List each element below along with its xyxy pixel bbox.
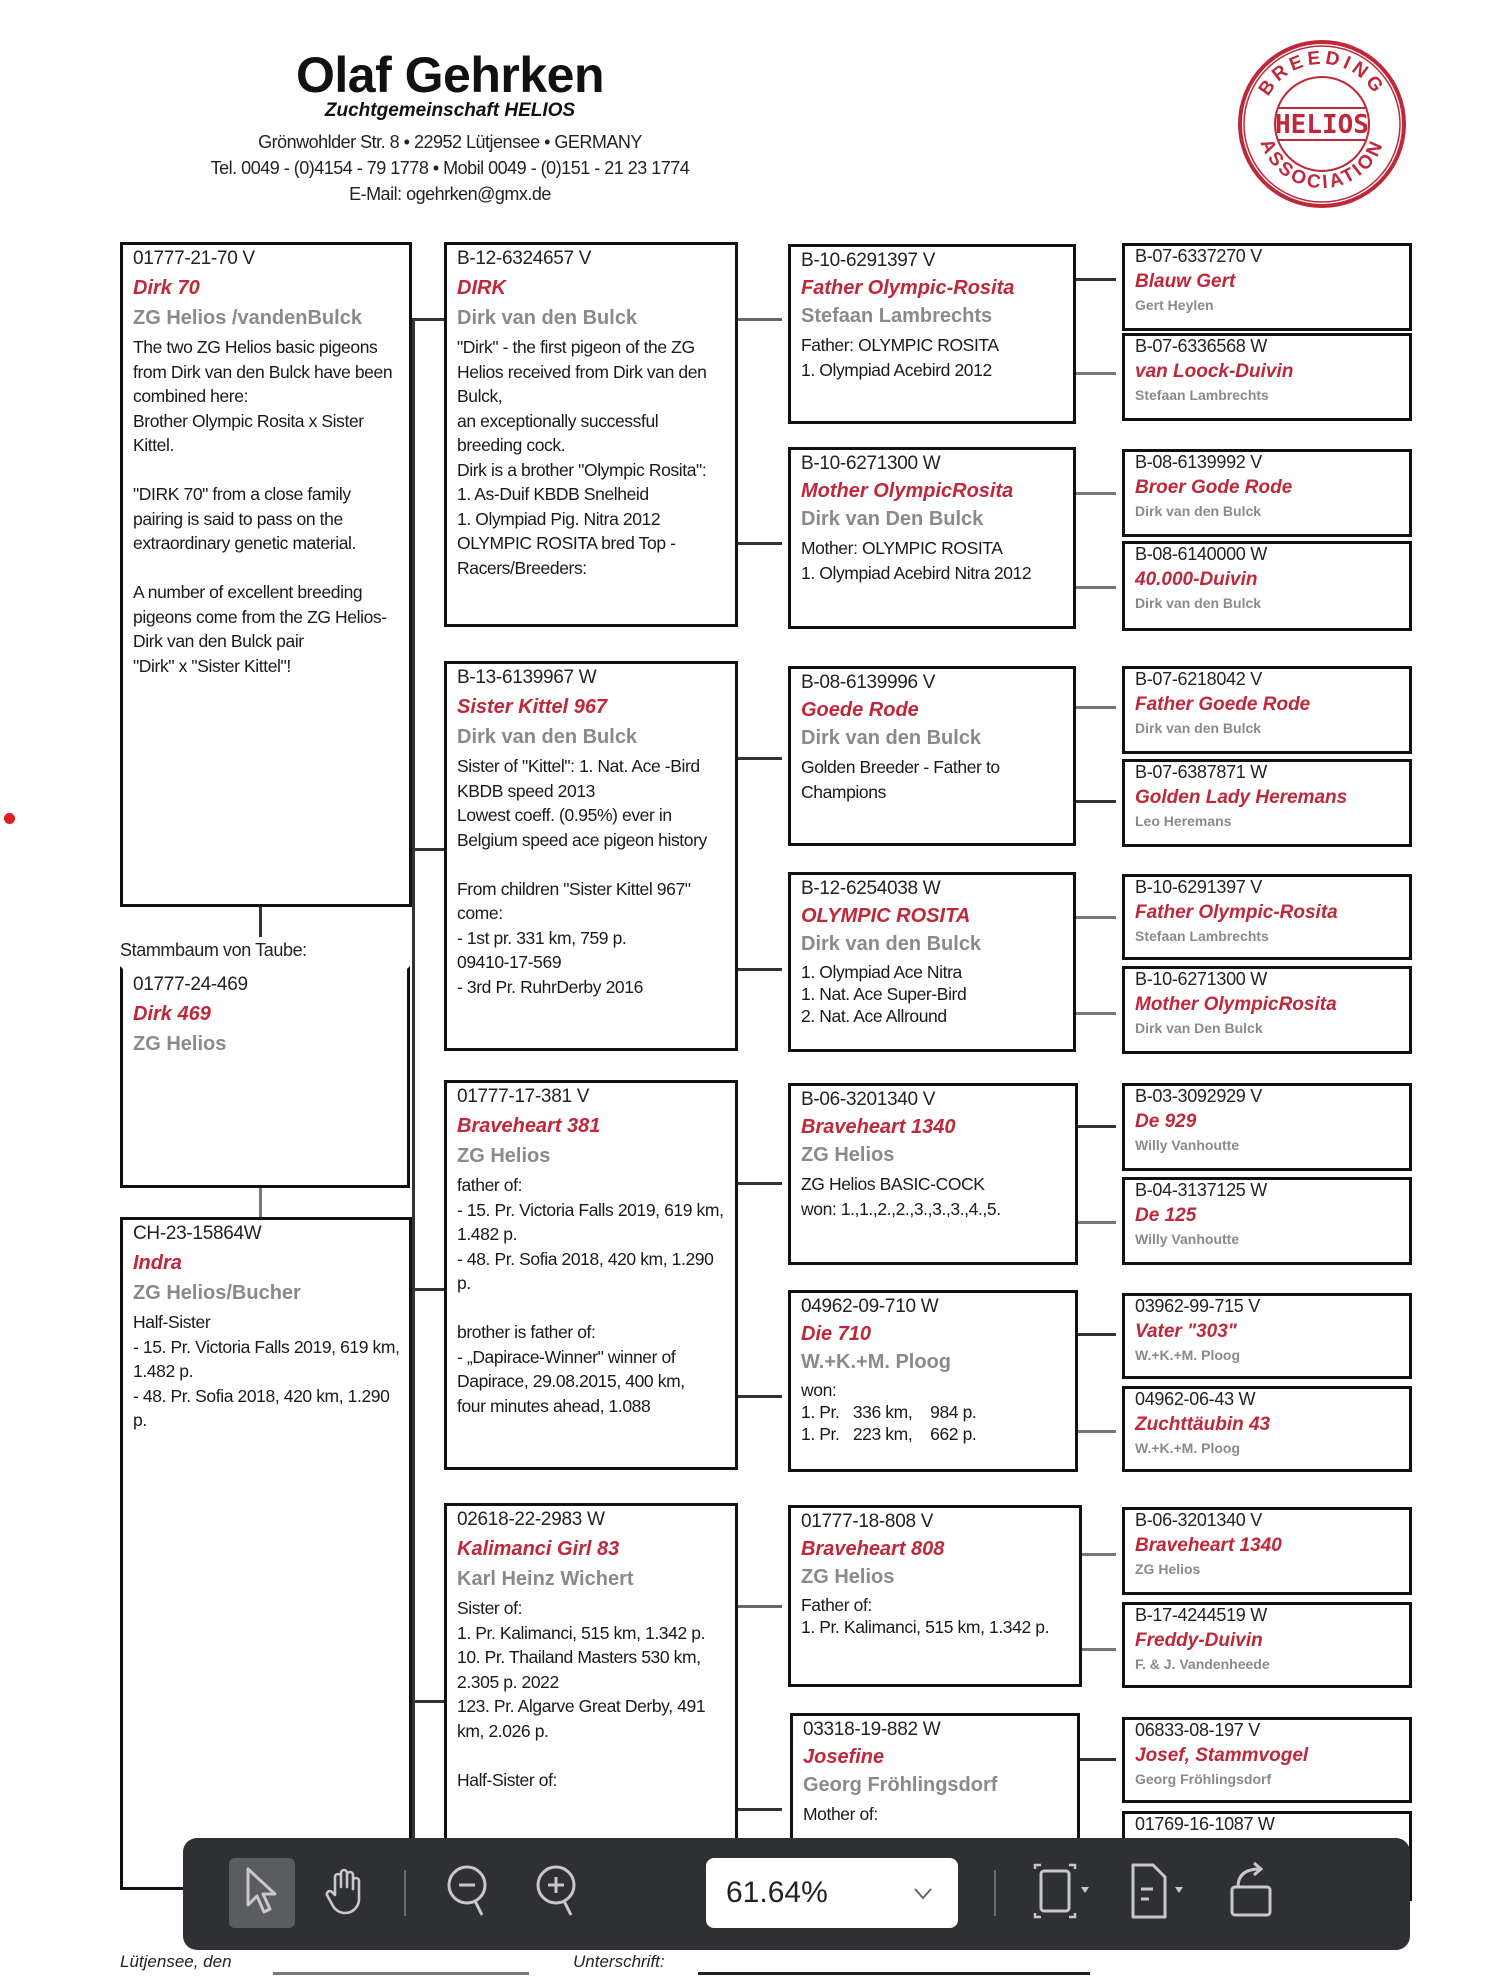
fit-page-button[interactable] (1024, 1858, 1104, 1928)
cursor-arrow-icon (242, 1865, 282, 1922)
pigeon-card-gen4[interactable] (1122, 1293, 1412, 1379)
ring-number: 03962-99-715 V (1135, 1296, 1260, 1316)
pigeon-description: Mother: OLYMPIC ROSITA 1. Olympiad Acebird Nitra 2012 (801, 538, 1032, 583)
pigeon-card-gen4[interactable] (1122, 759, 1412, 847)
zoom-level-dropdown[interactable] (706, 1858, 958, 1928)
pigeon-owner: ZG Helios/Bucher (133, 1282, 301, 1304)
pigeon-owner: Georg Fröhlingsdorf (1135, 1771, 1272, 1787)
pigeon-description: Mother of: (803, 1804, 878, 1824)
pigeon-owner: Dirk van den Bulck (457, 726, 638, 748)
page-view-button[interactable] (1118, 1858, 1198, 1928)
ring-number: 06833-08-197 V (1135, 1720, 1260, 1740)
pigeon-card-gen4[interactable] (1122, 449, 1412, 537)
page-view-icon (1123, 1861, 1193, 1926)
signature-label: Unterschrift: (573, 1952, 665, 1971)
pigeon-name: Goede Rode (801, 699, 919, 721)
ring-number: 01777-24-469 (133, 974, 248, 995)
pigeon-name: Josefine (803, 1746, 885, 1768)
zoom-level-value: 61.64% (726, 1876, 828, 1909)
breeder-name: Olaf Gehrken (296, 47, 604, 103)
ring-number: 01777-17-381 V (457, 1086, 590, 1107)
hand-icon (323, 1865, 367, 1922)
zoom-in-button[interactable] (523, 1858, 589, 1928)
pigeon-card-gen3[interactable] (788, 244, 1076, 424)
ring-number: B-03-3092929 V (1135, 1086, 1262, 1106)
pigeon-card-gen4[interactable] (1122, 541, 1412, 631)
zoom-in-icon (531, 1861, 581, 1926)
pigeon-description: "Dirk" - the first pigeon of the ZG Helios received from Dirk van den Bulck, an exceptionally successful breeding cock. Dirk is a brother "Olympic Rosita": 1. As-Duif KBDB Snelheid 1. Olympiad Pig. Nitra 2012 OLYMPIC ROSITA bred Top -Racers/Breeders: (457, 337, 707, 578)
pigeon-owner: ZG Helios (801, 1566, 895, 1588)
place-date-line (273, 1972, 529, 1975)
pigeon-owner: W.+K.+M. Ploog (801, 1351, 952, 1373)
ring-number: 01769-16-1087 W (1135, 1814, 1275, 1834)
ring-number: 02618-22-2983 W (457, 1509, 605, 1530)
pigeon-name: Father Goede Rode (1135, 694, 1311, 715)
pigeon-card-gen3[interactable] (788, 666, 1076, 846)
pigeon-description: Father of: 1. Pr. Kalimanci, 515 km, 1.342 p. (801, 1595, 1050, 1637)
breeder-email: E-Mail: ogehrken@gmx.de (349, 184, 551, 204)
breeder-organization: Zuchtgemeinschaft HELIOS (324, 100, 576, 121)
breeder-phone: Tel. 0049 - (0)4154 - 79 1778 • Mobil 0049 - (0)151 - 21 23 1774 (210, 158, 690, 178)
pigeon-card-gen3[interactable] (788, 1083, 1078, 1265)
pigeon-card-gen2[interactable] (444, 242, 738, 627)
pigeon-description: Golden Breeder - Father to Champions (801, 757, 1000, 802)
pigeon-card-gen3[interactable] (788, 447, 1076, 629)
pigeon-name: Josef, Stammvogel (1135, 1745, 1309, 1766)
pigeon-card-gen3[interactable] (788, 1290, 1078, 1472)
ring-number: 03318-19-882 W (803, 1719, 941, 1740)
select-tool-button[interactable] (229, 1858, 295, 1928)
pigeon-owner: Gert Heylen (1135, 297, 1214, 313)
pigeon-name: Father Olympic-Rosita (1135, 902, 1338, 923)
red-marker-dot (4, 813, 15, 824)
pigeon-name: Freddy-Duivin (1135, 1630, 1263, 1651)
pigeon-name: Vater "303" (1135, 1321, 1237, 1342)
pigeon-name: Die 710 (801, 1323, 872, 1345)
pigeon-owner: Georg Fröhlingsdorf (803, 1774, 998, 1796)
pigeon-description: father of: - 15. Pr. Victoria Falls 2019, 619 km, 1.482 p. - 48. Pr. Sofia 2018, 420 km, 1.290 p. brother is father of: - „Dapirace-Winner" winner of Dapirace, 29.08.2015, 400 km, four minutes ahead, 1.088 (457, 1175, 724, 1416)
pigeon-description: ZG Helios BASIC-COCK won: 1.,1.,2.,2.,3.,3.,3.,4.,5. (801, 1174, 1001, 1219)
chevron-down-icon (910, 1880, 936, 1911)
helios-breeding-association-seal (1236, 38, 1408, 210)
pigeon-owner: ZG Helios (801, 1144, 895, 1166)
pigeon-owner: Willy Vanhoutte (1135, 1231, 1240, 1247)
ring-number: B-04-3137125 W (1135, 1180, 1267, 1200)
ring-number: B-17-4244519 W (1135, 1605, 1267, 1625)
pigeon-name: Broer Gode Rode (1135, 477, 1293, 498)
pigeon-owner: Dirk van den Bulck (457, 307, 638, 329)
pigeon-name: Braveheart 808 (801, 1538, 945, 1560)
pigeon-description: Sister of "Kittel": 1. Nat. Ace -Bird KBDB speed 2013 Lowest coeff. (0.95%) ever in Belgium speed ace pigeon history From children "Sister Kittel 967" come: - 1st pr. 331 km, 759 p. 09410-17-569 - 3rd Pr. RuhrDerby 2016 (457, 756, 707, 997)
ring-number: B-06-3201340 V (1135, 1510, 1262, 1530)
pigeon-card-gen2[interactable] (444, 1080, 738, 1470)
pedigree-of-label: Stammbaum von Taube: (120, 940, 307, 960)
ring-number: 01777-18-808 V (801, 1511, 934, 1532)
pigeon-name: Blauw Gert (1135, 271, 1236, 292)
ring-number: B-12-6254038 W (801, 878, 941, 899)
ring-number: B-08-6139996 V (801, 672, 936, 693)
pigeon-card-subject[interactable] (120, 966, 410, 1188)
ring-number: CH-23-15864W (133, 1223, 262, 1244)
pigeon-owner: Dirk van Den Bulck (801, 508, 984, 530)
pigeon-card-gen4[interactable] (1122, 333, 1412, 421)
pigeon-card-gen4[interactable] (1122, 243, 1412, 331)
ring-number: B-07-6387871 W (1135, 762, 1267, 782)
ring-number: B-08-6139992 V (1135, 452, 1262, 472)
pigeon-owner: Dirk van den Bulck (1135, 720, 1262, 736)
pigeon-name: DIRK (457, 277, 506, 299)
svg-text:ASSOCIATION: ASSOCIATION (1255, 135, 1389, 194)
pigeon-name: OLYMPIC ROSITA (801, 905, 971, 927)
pigeon-owner: W.+K.+M. Ploog (1135, 1347, 1241, 1363)
pigeon-card-gen3[interactable] (788, 1505, 1082, 1687)
pigeon-name: Braveheart 1340 (1135, 1535, 1282, 1556)
ring-number: B-10-6271300 W (801, 453, 941, 474)
pan-tool-button[interactable] (312, 1858, 378, 1928)
pigeon-name: Sister Kittel 967 (457, 696, 608, 718)
fit-page-icon (1029, 1861, 1099, 1926)
place-date-label: Lütjensee, den (120, 1952, 232, 1971)
signature-line (698, 1972, 1090, 1975)
rotate-icon (1224, 1861, 1278, 1926)
zoom-out-icon (442, 1861, 492, 1926)
pigeon-card-gen4[interactable] (1122, 1083, 1412, 1171)
pigeon-owner: Dirk van den Bulck (801, 933, 982, 955)
pigeon-name: Kalimanci Girl 83 (457, 1538, 620, 1560)
pigeon-card-gen4[interactable] (1122, 666, 1412, 754)
pigeon-name: Golden Lady Heremans (1135, 787, 1348, 808)
pigeon-owner: ZG Helios (1135, 1561, 1201, 1577)
pigeon-owner: ZG Helios /vandenBulck (133, 307, 362, 329)
pigeon-description: Half-Sister - 15. Pr. Victoria Falls 2019, 619 km, 1.482 p. - 48. Pr. Sofia 2018, 420 km, 1.290 p. (133, 1312, 400, 1430)
pigeon-name: Mother OlympicRosita (801, 480, 1014, 502)
pigeon-owner: Stefaan Lambrechts (801, 305, 993, 327)
pigeon-owner: Dirk van den Bulck (1135, 595, 1262, 611)
pigeon-card-gen4[interactable] (1122, 966, 1412, 1054)
pigeon-description: won: 1. Pr. 336 km, 984 p. 1. Pr. 223 km, 662 p. (801, 1380, 977, 1444)
pigeon-name: van Loock-Duivin (1135, 361, 1294, 382)
pigeon-card-gen4[interactable] (1122, 1386, 1412, 1472)
pigeon-card-gen4[interactable] (1122, 1507, 1412, 1595)
pigeon-name: Zuchttäubin 43 (1135, 1414, 1271, 1435)
pigeon-card-gen2[interactable] (444, 661, 738, 1051)
pigeon-name: Dirk 469 (133, 1003, 211, 1025)
ring-number: 04962-06-43 W (1135, 1389, 1256, 1409)
pdf-viewer-toolbar (183, 1838, 1410, 1950)
pigeon-description: The two ZG Helios basic pigeons from Dirk van den Bulck have been combined here: Brother Olympic Rosita x Sister Kittel. "DIRK 70" from a close family pairing is said to pass on the extraordinary genetic material. A number of excellent breeding pigeons come from the ZG Helios-Dirk van den Bulck pair "Dirk" x "Sister Kittel"! (133, 337, 393, 676)
pigeon-name: Mother OlympicRosita (1135, 994, 1337, 1015)
rotate-button[interactable] (1218, 1858, 1284, 1928)
breeder-address: Grönwohlder Str. 8 • 22952 Lütjensee • GERMANY (258, 132, 642, 152)
pigeon-card-gen4[interactable] (1122, 874, 1412, 960)
ring-number: 01777-21-70 V (133, 248, 255, 269)
pigeon-owner: Willy Vanhoutte (1135, 1137, 1240, 1153)
pigeon-owner: Dirk van den Bulck (801, 727, 982, 749)
ring-number: B-07-6218042 V (1135, 669, 1262, 689)
ring-number: B-13-6139967 W (457, 667, 597, 688)
pigeon-owner: Dirk van den Bulck (1135, 503, 1262, 519)
pigeon-name: Indra (133, 1252, 182, 1274)
pigeon-description: Sister of: 1. Pr. Kalimanci, 515 km, 1.342 p. 10. Pr. Thailand Masters 530 km, 2.305 p. 2022 123. Pr. Algarve Great Derby, 491 km, 2.026 p. Half-Sister of: (457, 1598, 706, 1790)
pigeon-owner: ZG Helios (133, 1033, 227, 1055)
pigeon-card-gen4[interactable] (1122, 1717, 1412, 1803)
ring-number: B-12-6324657 V (457, 248, 592, 269)
ring-number: B-07-6337270 V (1135, 246, 1262, 266)
pigeon-owner: F. & J. Vandenheede (1135, 1656, 1270, 1672)
pigeon-name: Dirk 70 (133, 277, 200, 299)
pigeon-owner: W.+K.+M. Ploog (1135, 1440, 1241, 1456)
ring-number: B-06-3201340 V (801, 1089, 936, 1110)
pigeon-card-gen4[interactable] (1122, 1602, 1412, 1688)
pigeon-owner: Dirk van Den Bulck (1135, 1020, 1263, 1036)
pigeon-owner: Leo Heremans (1135, 813, 1232, 829)
pigeon-card-dam[interactable] (120, 1217, 412, 1890)
pigeon-name: Braveheart 381 (457, 1115, 601, 1137)
pigeon-card-gen3[interactable] (788, 872, 1076, 1052)
ring-number: B-10-6271300 W (1135, 969, 1267, 989)
pigeon-owner: ZG Helios (457, 1145, 551, 1167)
pigeon-card-sire[interactable] (120, 242, 412, 907)
pigeon-owner: Stefaan Lambrechts (1135, 387, 1269, 403)
pigeon-description: Father: OLYMPIC ROSITA 1. Olympiad Acebird 2012 (801, 335, 999, 380)
ring-number: B-10-6291397 V (1135, 877, 1262, 897)
zoom-out-button[interactable] (434, 1858, 500, 1928)
svg-text:HELIOS: HELIOS (1275, 110, 1369, 140)
ring-number: B-08-6140000 W (1135, 544, 1267, 564)
pigeon-owner: Karl Heinz Wichert (457, 1568, 634, 1590)
ring-number: 04962-09-710 W (801, 1296, 939, 1317)
pigeon-name: Father Olympic-Rosita (801, 277, 1015, 299)
pigeon-card-gen4[interactable] (1122, 1177, 1412, 1265)
pigeon-name: De 125 (1135, 1205, 1197, 1226)
ring-number: B-07-6336568 W (1135, 336, 1267, 356)
pigeon-name: Braveheart 1340 (801, 1116, 956, 1138)
ring-number: B-10-6291397 V (801, 250, 936, 271)
svg-text:BREEDING: BREEDING (1254, 47, 1390, 100)
pigeon-name: 40.000-Duivin (1135, 569, 1258, 590)
pigeon-description: 1. Olympiad Ace Nitra 1. Nat. Ace Super-Bird 2. Nat. Ace Allround (801, 962, 967, 1026)
pigeon-owner: Stefaan Lambrechts (1135, 928, 1269, 944)
pigeon-name: De 929 (1135, 1111, 1197, 1132)
